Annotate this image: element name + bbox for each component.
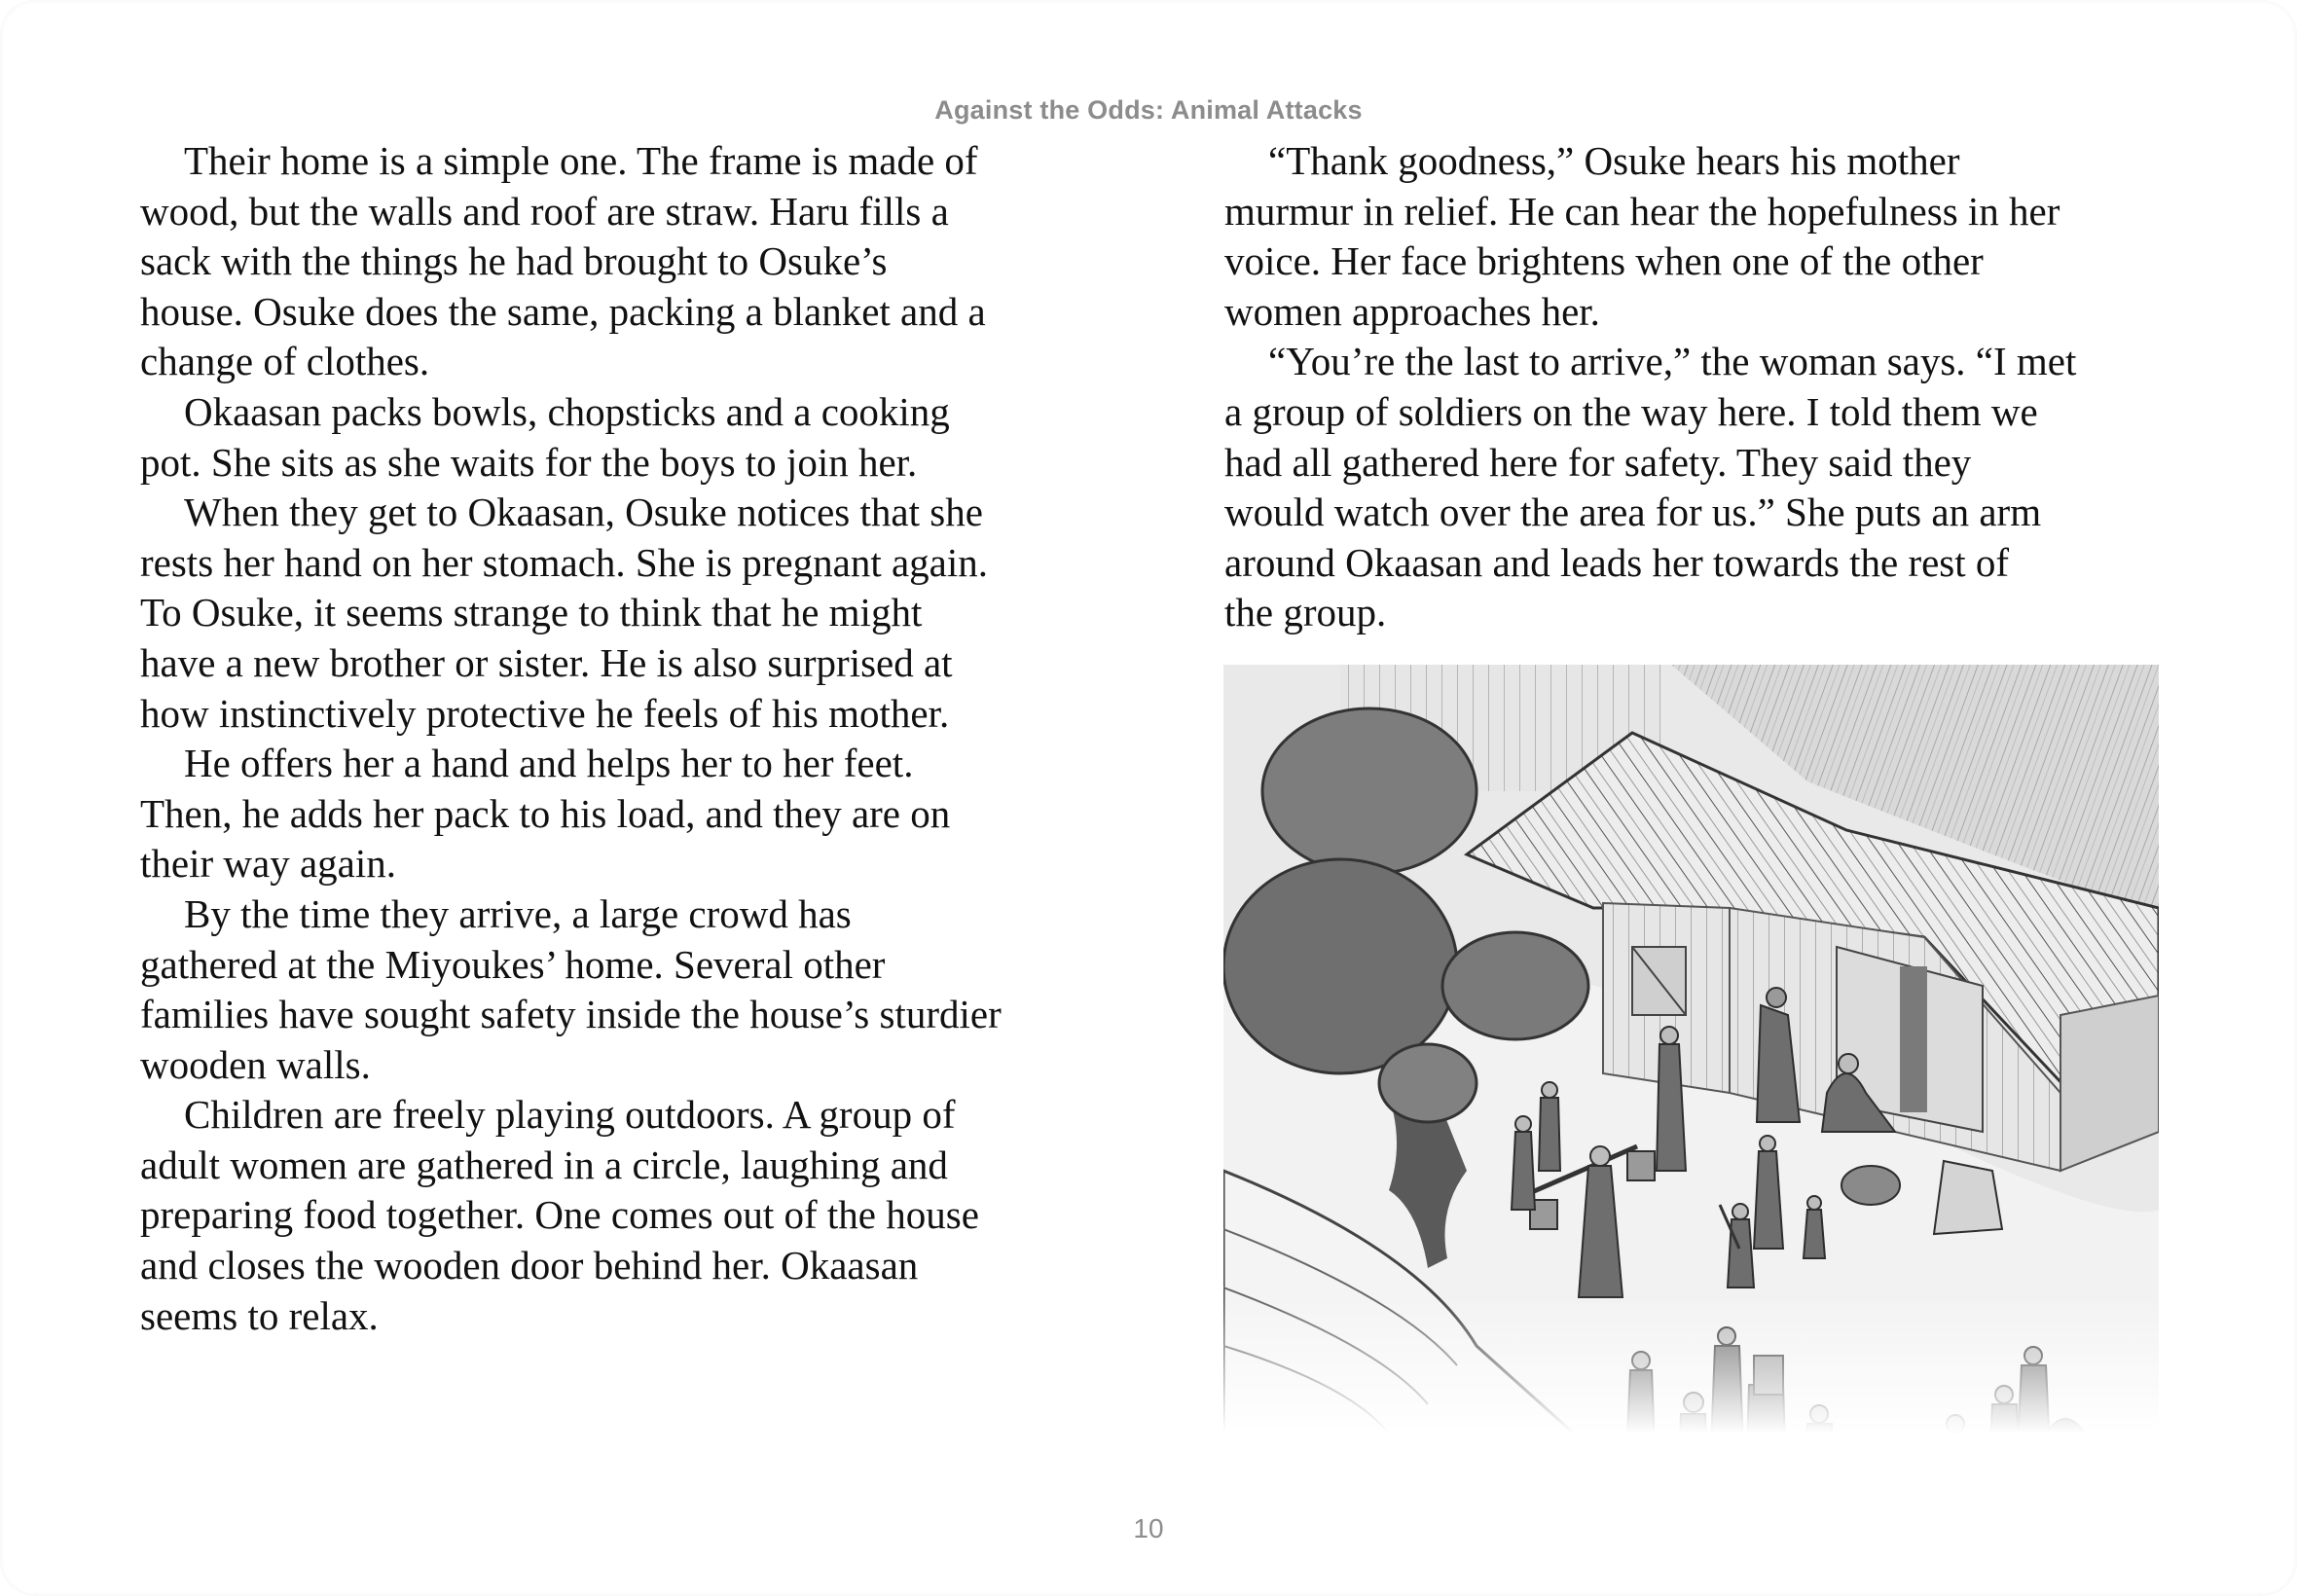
text-line: “You’re the last to arrive,” the woman says. “I met: [1268, 339, 2077, 384]
text-line: murmur in relief. He can hear the hopefulness in her: [1224, 188, 2060, 234]
text-line: wooden walls.: [140, 1041, 371, 1087]
text-line: change of clothes.: [140, 339, 430, 384]
text-line: When they get to Okaasan, Osuke notices that she: [184, 490, 983, 535]
text-line: Okaasan packs bowls, chopsticks and a cooking: [184, 388, 950, 434]
text-line: rests her hand on her stomach. She is pregnant again.: [140, 539, 989, 585]
running-head: Against the Odds: Animal Attacks: [934, 95, 1363, 125]
text-line: By the time they arrive, a large crowd has: [184, 890, 852, 936]
text-line: Then, he adds her pack to his load, and they are on: [140, 790, 951, 836]
right-text-column: [1224, 136, 2178, 638]
text-line: Their home is a simple one. The frame is made of: [184, 138, 978, 183]
text-line: To Osuke, it seems strange to think that he might: [140, 590, 923, 635]
text-line: house. Osuke does the same, packing a blanket and a: [140, 288, 986, 334]
text-line: sack with the things he had brought to Osuke’s: [140, 238, 888, 284]
text-line: wood, but the walls and roof are straw. Haru fills a: [140, 188, 949, 234]
text-line: preparing food together. One comes out of the house: [140, 1192, 979, 1238]
text-line: have a new brother or sister. He is also surprised at: [140, 639, 953, 685]
village-illustration: [1223, 665, 2159, 1433]
text-line: the group.: [1224, 590, 1387, 635]
text-line: voice. Her face brightens when one of the other: [1224, 238, 1984, 284]
text-line: families have sought safety inside the house’s sturdier: [140, 992, 1002, 1037]
text-line: pot. She sits as she waits for the boys to join her.: [140, 439, 918, 485]
text-line: women approaches her.: [1224, 288, 1600, 334]
text-line: gathered at the Miyoukes’ home. Several other: [140, 941, 886, 987]
illustration-village-scene: [1223, 665, 2159, 1433]
text-line: and closes the wooden door behind her. Okaasan: [140, 1243, 919, 1288]
text-line: around Okaasan and leads her towards the rest of: [1224, 539, 2010, 585]
text-line: a group of soldiers on the way here. I told them we: [1224, 388, 2038, 434]
text-line: adult women are gathered in a circle, laughing and: [140, 1142, 948, 1187]
text-line: their way again.: [140, 841, 396, 887]
page-number: 10: [1133, 1513, 1164, 1543]
text-line: seems to relax.: [140, 1292, 379, 1338]
text-line: “Thank goodness,” Osuke hears his mother: [1268, 138, 1960, 183]
text-line: had all gathered here for safety. They said they: [1224, 439, 1972, 485]
left-text-column: [140, 136, 1094, 1341]
text-line: He offers her a hand and helps her to her feet.: [184, 741, 914, 786]
text-line: would watch over the area for us.” She puts an arm: [1224, 490, 2042, 535]
text-line: how instinctively protective he feels of his mother.: [140, 690, 950, 736]
text-line: Children are freely playing outdoors. A group of: [184, 1092, 956, 1138]
